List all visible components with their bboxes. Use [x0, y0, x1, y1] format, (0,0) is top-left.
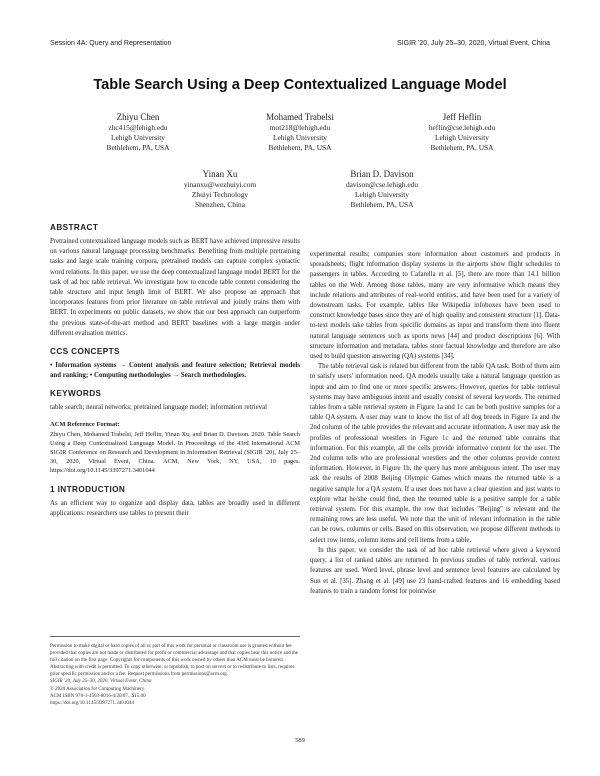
- ccs-heading: CCS CONCEPTS: [50, 347, 120, 357]
- introduction-heading: 1 INTRODUCTION: [50, 484, 126, 494]
- author-block: [382, 111, 542, 153]
- author-affiliation: Lehigh University: [435, 133, 489, 142]
- copyright-line: © 2020 Association for Computing Machinery.: [50, 685, 146, 692]
- author-name: Brian D. Davison: [350, 169, 414, 179]
- author-name: Mohamed Trabelsi: [266, 112, 334, 122]
- running-header-right: SIGIR '20, July 25–30, 2020, Virtual Event, China: [397, 40, 550, 47]
- page-number: 589: [295, 737, 305, 744]
- permission-text: Permission to make digital or hard copies of all or part of this work for personal or classroom use is granted without fee provided that copies are not made or distributed for profit or commercial advantage and that copies bear this notice and the full citation on the first page. Copyrights for components of this work owned by others than ACM must be honored. Abstracting with credit is permitted. To copy otherwise, or republish, to post on servers or to redistribute to lists, requires prior specific permission and/or a fee. Request permissions from permissions@acm.org.: [50, 643, 299, 678]
- paper-title: Table Search Using a Deep Contextualized Language Model: [93, 77, 507, 93]
- acm-reference-heading: ACM Reference Format:: [50, 420, 120, 428]
- body-paragraph: In this paper, we consider the task of ad hoc table retrieval where given a keyword query, a list of ranked tables are returned. In previous studies of table retrieval, various features are used. Word level, phrase level and sentence level features are calculated by Sun et al. [35]. Zhang et al. [49] use 23 hand-crafted features and 16 embedding based features to train a random forest for pointwise: [310, 546, 560, 595]
- author-name: Jeff Heflin: [442, 112, 482, 122]
- author-email: davison@cse.lehigh.edu: [345, 180, 419, 189]
- doi-line: https://doi.org/10.1145/3397271.3401044: [50, 699, 134, 706]
- author-location: Shenzhen, China: [194, 200, 246, 209]
- keywords-heading: KEYWORDS: [50, 389, 102, 399]
- author-affiliation: Zhuiyi Technology: [191, 190, 249, 199]
- author-name: Yinan Xu: [202, 169, 238, 179]
- author-location: Bethlehem, PA, USA: [430, 143, 494, 152]
- running-header-left: Session 4A: Query and Representation: [50, 40, 172, 47]
- author-affiliation: Lehigh University: [273, 133, 327, 142]
- body-paragraph: experimental results; companies store information about customers and products in spreadsheets; flight information display systems in the airports show flight schedules to passengers in tables. According to Cafarella et al. [5], there are more than 14.1 billion tables on the Web. Among those tables, many are very informative which means they include relations and attributes of real-world entities, and have been used for a variety of downstream tasks. For example, tables like Wikipedia infoboxes have been used to construct knowledge bases since they are of high quality and consistent structure [1]. Data-to-text models take tables from specific domains as input and transform them into fluent natural language sentences such as sports news [44] and product descriptions [6]. With structure information and metadata, tables store factual knowledge and therefore are also used to build question answering (QA) systems [34].: [310, 251, 560, 361]
- author-location: Bethlehem, PA, USA: [106, 143, 170, 152]
- author-location: Bethlehem, PA, USA: [268, 143, 332, 152]
- author-block: [140, 168, 300, 210]
- author-location: Bethlehem, PA, USA: [350, 200, 414, 209]
- author-email: zhc415@lehigh.edu: [108, 123, 168, 132]
- left-column: [50, 222, 300, 519]
- author-block: [220, 111, 380, 153]
- permission-notice: [50, 636, 300, 707]
- author-email: yinanxu@wezhuiyi.com: [183, 180, 257, 189]
- isbn-line: ACM ISBN 978-1-4503-8016-4/20/07...$15.00: [50, 692, 146, 699]
- abstract-text: Pretrained contextualized language models such as BERT have achieved impressive results on various natural language processing benchmarks. Benefiting from multiple pretraining tasks and large scale training corpora, pretrained models can capture complex syntactic word relations. In this paper, we use the deep contextualized language model BERT for the task of ad hoc table retrieval. We investigate how to encode table content considering the table structure and input length limit of BERT. We also propose an approach that incorporates features from prior literature on table retrieval and jointly trains them with BERT. In experiments on public datasets, we show that our best approach can outperform the previous state-of-the-art method and BERT baselines with a large margin under different evaluation metrics.: [50, 238, 300, 337]
- author-name: Zhiyu Chen: [116, 112, 160, 122]
- body-paragraph: The table retrieval task is related but different from the table QA task. Both of them aim to satisfy users' information need. QA models usually take a natural language question as input and aim to find one or more specific answers. However, queries for table retrieval systems may have ambiguous intent and usually consist of several keywords. The returned tables from a table retrieval system in Figure 1a and 1c can be both positive samples for a table QA system. A user may want to know the list of all dog breeds in Figure 1a and the 2nd column of the table provides the relevant and accurate information. A user may ask the profiles of professional wrestlers in Figure 1c and the returned table contains that information. For this example, all the cells provide informative content for the user. The 2nd column tells who are professional wrestlers and the other columns provide context information. However, in Figure 1b, the query has more ambiguous intent. The user may ask the results of 2008 Beijing Olympic Games which means the returned table is a negative sample for a QA system. If a user does not have a clear question and just wants to explore what he/she could find, then the returned table is a positive sample for a table retrieval system. For this example, the row that includes "Beijing" is relevant and the remaining rows are less useful. We note that the unit of relevant information in the table can be rows, columns or cells. Based on this observation, we propose different methods to select row items, column items and cell items from a table.: [310, 363, 560, 544]
- author-block: [302, 168, 462, 210]
- author-email: heflin@cse.lehigh.edu: [428, 123, 496, 132]
- acm-reference-text: Zhiyu Chen, Mohamed Trabelsi, Jeff Heflin, Yinan Xu, and Brian D. Davison. 2020. Table Search Using a Deep Contextualized Language Model. In Proceedings of the 43rd International ACM SIGIR Conference on Research and Development in Information Retrieval (SIGIR '20), July 25–30, 2020, Virtual Event, China. ACM, New York, NY, USA, 10 pages. https://doi.org/10.1145/3397271.3401044: [50, 430, 300, 474]
- author-email: mot218@lehigh.edu: [269, 123, 331, 132]
- ccs-text: • Information systems → Content analysis and feature selection; Retrieval models and ranking; • Computing methodologies → Search methodologies.: [50, 362, 300, 380]
- author-affiliation: Lehigh University: [111, 133, 165, 142]
- abstract-heading: ABSTRACT: [50, 223, 99, 232]
- right-column: [310, 250, 560, 597]
- introduction-text: As an efficient way to organize and display data, tables are broadly used in different applications: researchers use tables to present their: [50, 499, 300, 518]
- author-affiliation: Lehigh University: [355, 190, 409, 199]
- author-block: [58, 111, 218, 153]
- conference-info: SIGIR '20, July 25–30, 2020, Virtual Event, China: [50, 678, 152, 685]
- keywords-text: table search; neural networks; pretrained language model; information retrieval: [50, 404, 268, 412]
